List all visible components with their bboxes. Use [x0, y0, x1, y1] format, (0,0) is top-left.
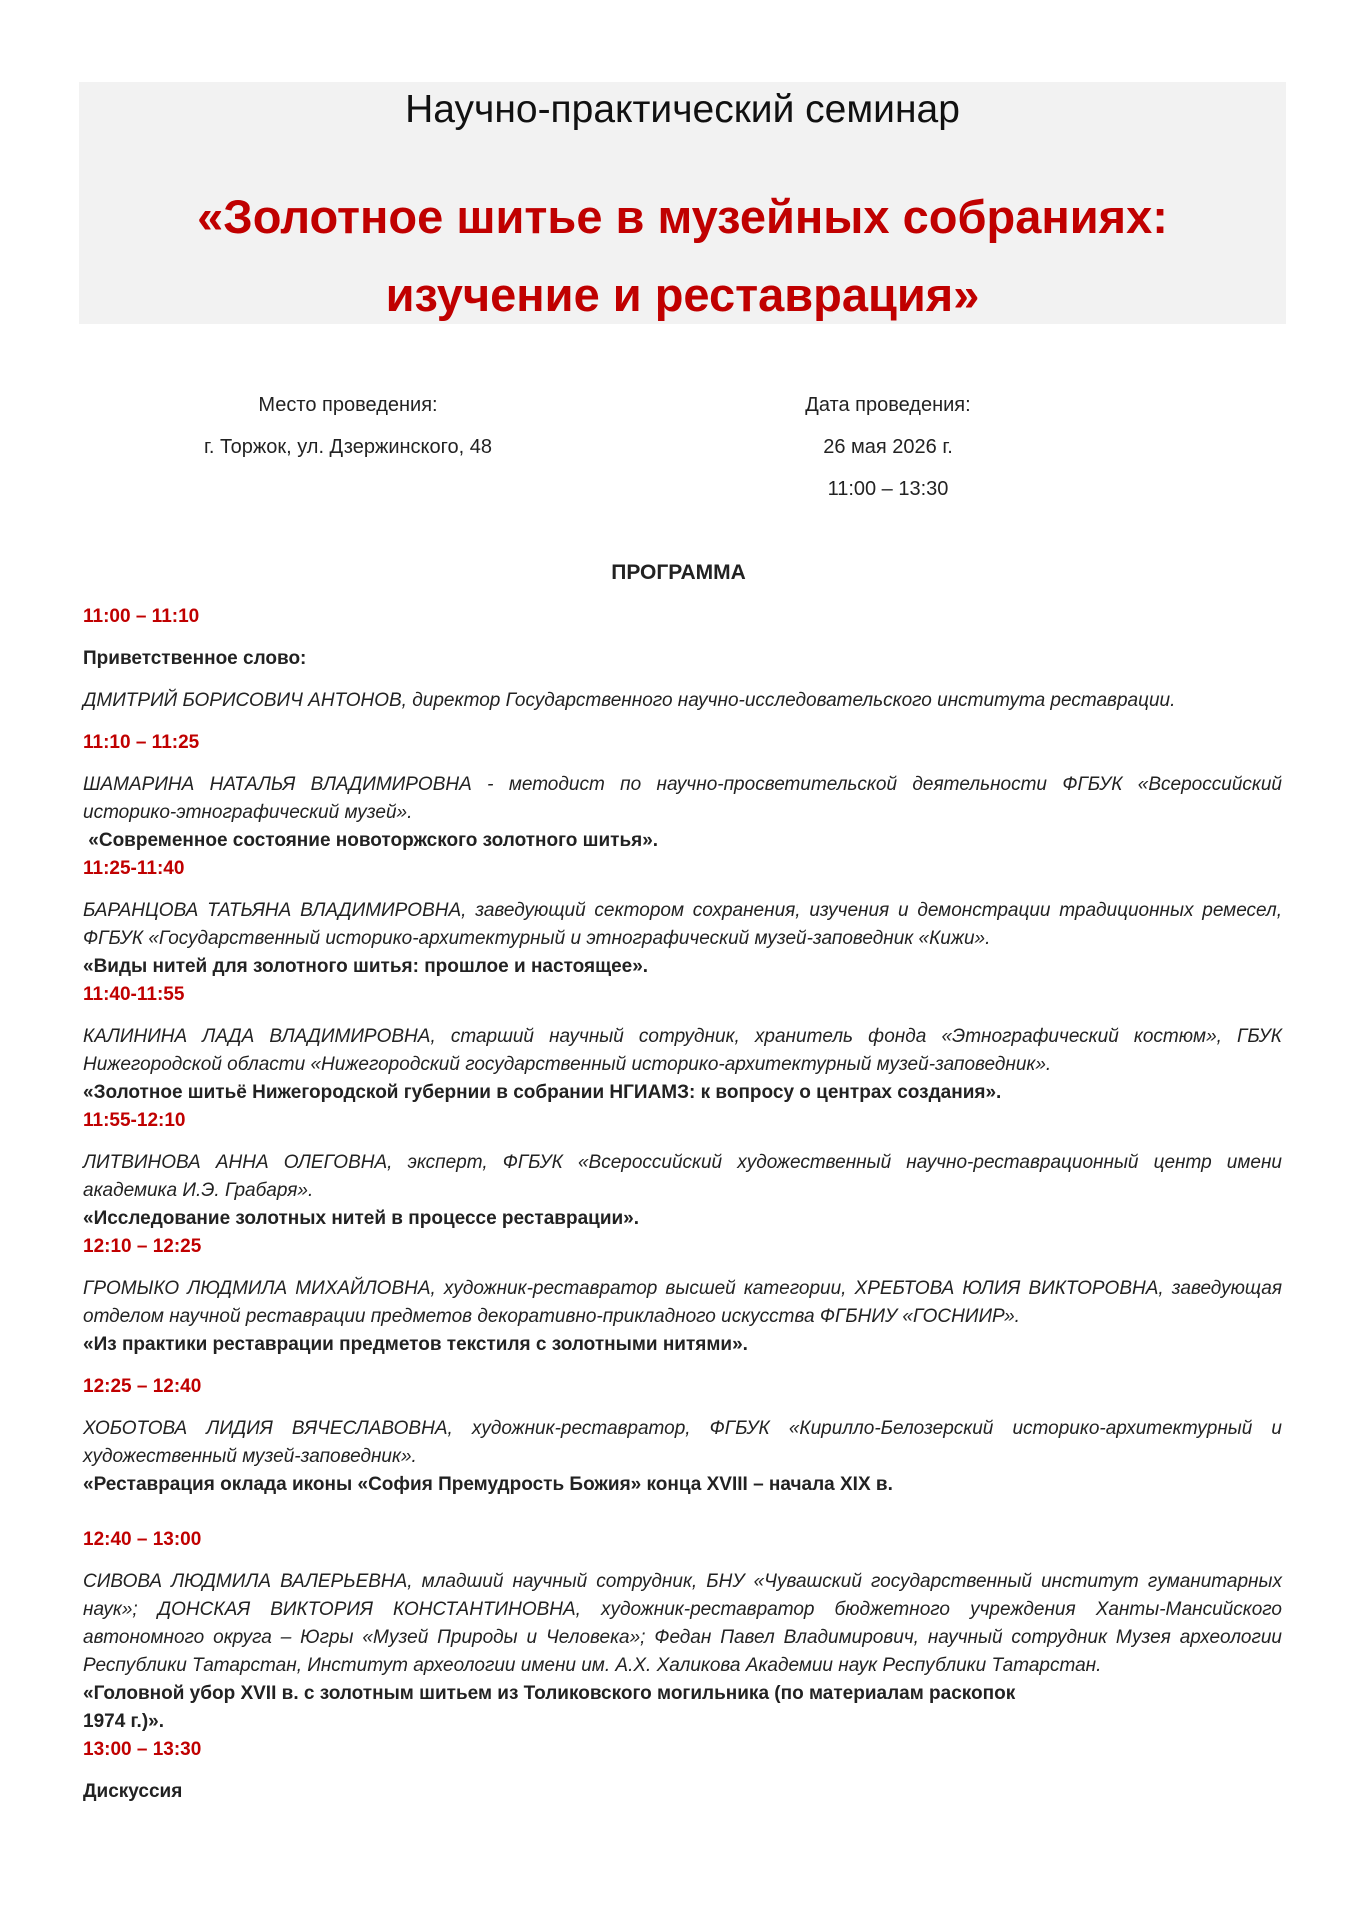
date-day: 26 мая 2026 г.	[823, 436, 953, 458]
program-heading-text: Приветственное слово:	[83, 648, 307, 669]
title-line-2: изучение и реставрация»	[385, 268, 980, 321]
program-speakers: ШАМАРИНА НАТАЛЬЯ ВЛАДИМИРОВНА - методист по научно-просветительской деятельности ФГБУК «Всероссийский историко-этнографический музей».	[83, 774, 1282, 823]
program-speakers: ГРОМЫКО ЛЮДМИЛА МИХАЙЛОВНА, художник-реставратор высшей категории, ХРЕБТОВА ЮЛИЯ ВИКТОРОВНА, заведующая отделом научной реставрации предметов декоративно-прикладного искусства ФГБНИУ «ГОСНИИР».	[83, 1278, 1282, 1327]
program-speakers: СИВОВА ЛЮДМИЛА ВАЛЕРЬЕВНА, младший научный сотрудник, БНУ «Чувашский государственный институт гуманитарных наук»; ДОНСКАЯ ВИКТОРИЯ КОНСТАНТИНОВНА, художник-реставратор бюджетного учреждения Ханты-Мансийского автономного округа – Югры «Музей Природы и Человека»; Федан Павел Владимирович, научный сотрудник Музея археологии Республики Татарстан, Институт археологии имени им. А.Х. Халикова Академии наук Республики Татарстан.	[83, 1571, 1282, 1676]
program-time: 11:40-11:55	[83, 984, 185, 1005]
program-speakers: ДМИТРИЙ БОРИСОВИЧ АНТОНОВ, директор Государственного научно-исследовательского института реставрации.	[83, 690, 1176, 711]
program-speakers: ЛИТВИНОВА АННА ОЛЕГОВНА, эксперт, ФГБУК «Всероссийский художественный научно-реставрационный центр имени академика И.Э. Грабаря».	[83, 1152, 1282, 1201]
program-list	[83, 603, 1282, 1806]
program-speakers: КАЛИНИНА ЛАДА ВЛАДИМИРОВНА, старший научный сотрудник, хранитель фонда «Этнографический костюм», ГБУК Нижегородской области «Нижегородский государственный историко-архитектурный музей-заповедник».	[83, 1026, 1282, 1075]
program-time: 11:00 – 11:10	[83, 606, 200, 627]
program-heading-text: Дискуссия	[83, 1781, 183, 1802]
date-label: Дата проведения:	[805, 394, 971, 416]
seminar-subtitle: Научно-практический семинар	[405, 88, 960, 131]
program-talk: «Золотное шитьё Нижегородской губернии в собрании НГИАМЗ: к вопросу о центрах создания».	[83, 1082, 1002, 1103]
program-time: 11:55-12:10	[83, 1110, 186, 1131]
title-line-1: «Золотное шитье в музейных собраниях:	[197, 190, 1168, 243]
venue-block	[148, 384, 548, 468]
program-time: 12:40 – 13:00	[83, 1529, 202, 1550]
program-speakers: БАРАНЦОВА ТАТЬЯНА ВЛАДИМИРОВНА, заведующий сектором сохранения, изучения и демонстрации традиционных ремесел, ФГБУК «Государственный историко-архитектурный и этнографический музей-заповедник «Кижи».	[83, 900, 1282, 949]
program-talk: «Современное состояние новоторжского золотного шитья».	[83, 830, 659, 851]
program-speakers: ХОБОТОВА ЛИДИЯ ВЯЧЕСЛАВОВНА, художник-реставратор, ФГБУК «Кирилло-Белозерский историко-архитектурный и художественный музей-заповедник».	[83, 1418, 1282, 1467]
venue-label: Место проведения:	[258, 394, 438, 416]
program-time: 11:10 – 11:25	[83, 732, 200, 753]
date-time: 11:00 – 13:30	[827, 478, 949, 500]
program-talk: 1974 г.)».	[83, 1711, 165, 1732]
seminar-title	[79, 178, 1286, 334]
program-time: 12:10 – 12:25	[83, 1236, 202, 1257]
program-time: 11:25-11:40	[83, 858, 185, 879]
program-talk: «Головной убор XVII в. с золотным шитьем из Толиковского могильника (по материалам раскопок	[83, 1683, 1016, 1704]
program-talk: «Реставрация оклада иконы «София Премудрость Божия» конца XVIII – начала XIX в.	[83, 1474, 893, 1495]
header-banner	[79, 82, 1286, 324]
program-talk: «Виды нитей для золотного шитья: прошлое и настоящее».	[83, 956, 649, 977]
program-time: 12:25 – 12:40	[83, 1376, 202, 1397]
program-talk: «Из практики реставрации предметов текстиля с золотными нитями».	[83, 1334, 748, 1355]
program-heading: ПРОГРАММА	[611, 561, 746, 584]
date-block	[738, 384, 1038, 510]
program-time: 13:00 – 13:30	[83, 1739, 202, 1760]
venue-address: г. Торжок, ул. Дзержинского, 48	[203, 436, 492, 458]
program-talk: «Исследование золотных нитей в процессе реставрации».	[83, 1208, 640, 1229]
